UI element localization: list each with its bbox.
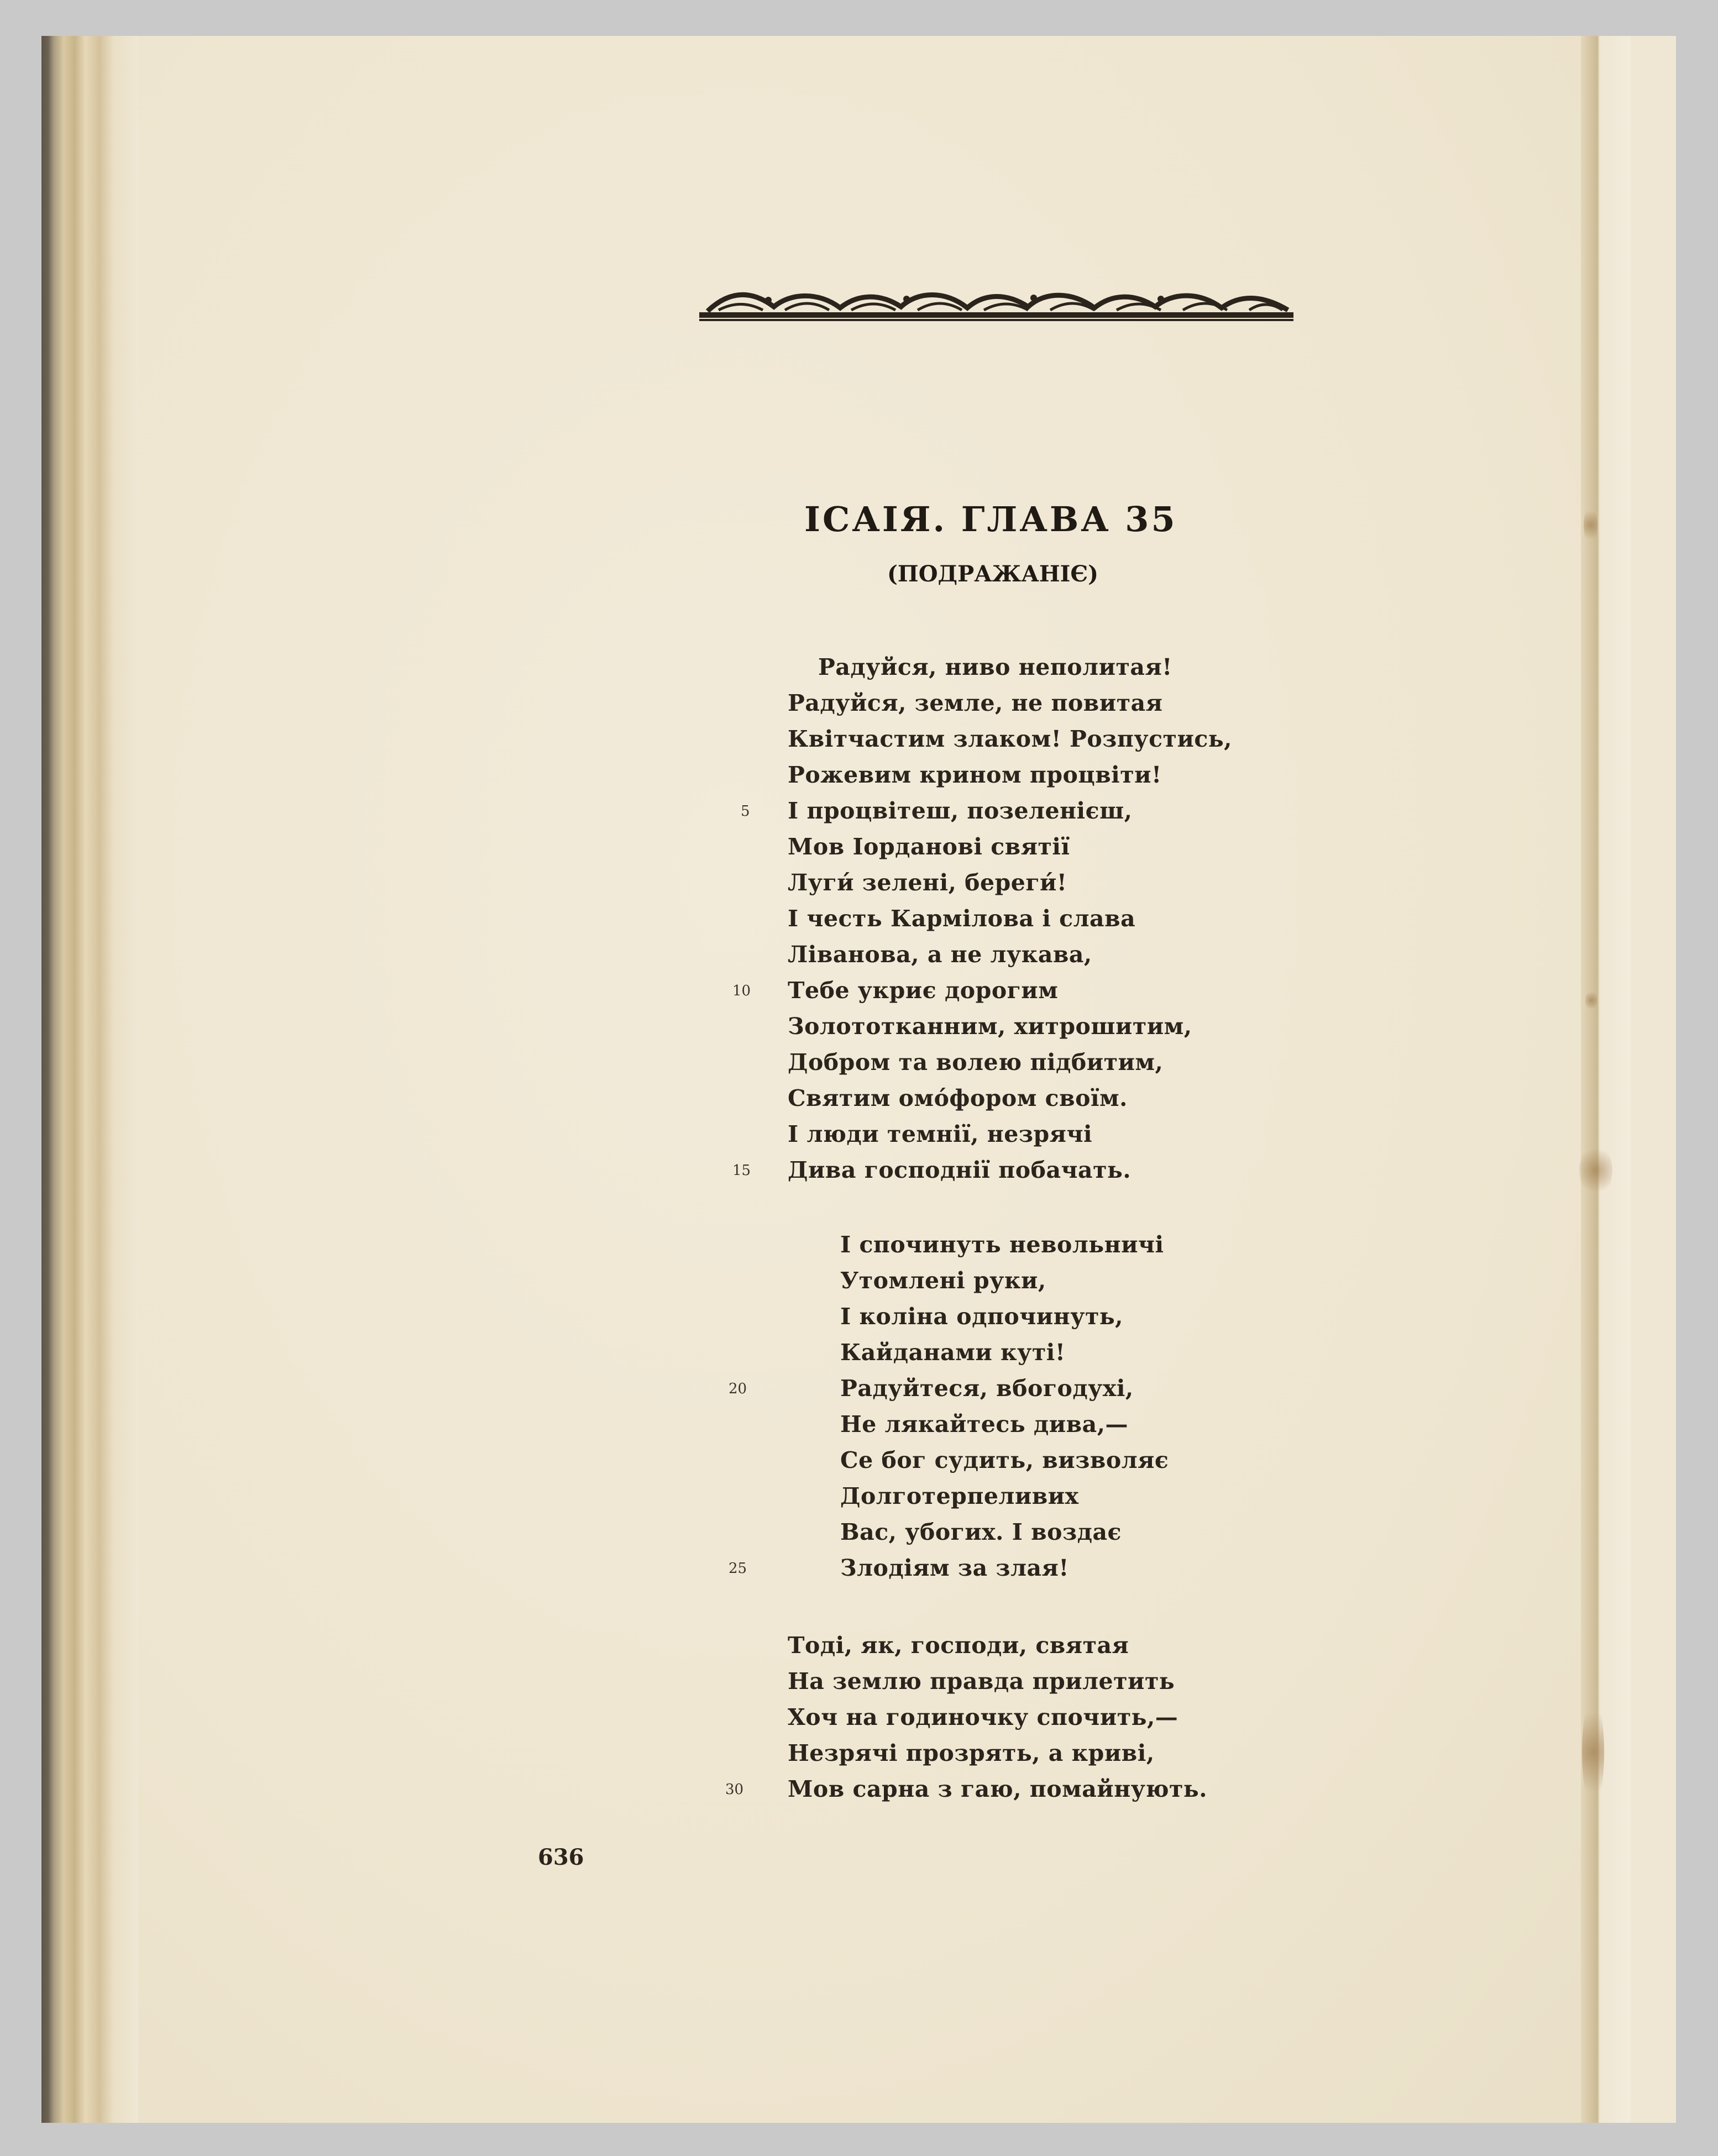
line-number: 30 [725, 1781, 744, 1798]
poem-title: ІСАІЯ. ГЛАВА 35 [804, 499, 1177, 539]
line-number: 15 [732, 1162, 751, 1179]
verse-line: І спочинуть невольничі [840, 1231, 1164, 1258]
verse-line: Утомлені руки, [840, 1267, 1046, 1294]
paper-stain [1582, 1697, 1604, 1807]
verse-line: На землю правда прилетить [788, 1668, 1175, 1695]
verse-line: Тебе укриє дорогим [788, 977, 1059, 1004]
verse-line: Незрячі прозрять, а криві, [788, 1740, 1155, 1766]
verse-line: Долготерпеливих [840, 1483, 1079, 1509]
verse-line: І коліна одпочинуть, [840, 1303, 1123, 1330]
verse-line: Квітчастим злаком! Розпустись, [788, 726, 1232, 752]
scanned-page [41, 36, 1676, 2123]
verse-line: Се бог судить, визволяє [840, 1447, 1169, 1473]
line-number: 20 [729, 1381, 747, 1397]
verse-line: Радуйся, ниво неполитая! [818, 654, 1172, 680]
verse-line: Кайданами куті! [840, 1339, 1066, 1366]
page-number: 636 [538, 1844, 584, 1870]
line-number: 25 [729, 1560, 747, 1577]
page-surface [138, 36, 1631, 2123]
verse-line: Вас, убогих. І воздає [840, 1519, 1122, 1545]
verse-line: Радуйся, земле, не повитая [788, 690, 1163, 716]
paper-stain [1579, 1144, 1612, 1197]
verse-line: Радуйтеся, вбогодухі, [840, 1375, 1134, 1402]
verse-line: Мов Іорданові святії [788, 833, 1070, 860]
poem-subtitle: (ПОДРАЖАНІЄ) [887, 561, 1099, 587]
decorative-ornament-icon [696, 279, 1296, 326]
verse-line: І процвітеш, позеленієш, [788, 798, 1133, 824]
verse-line: Золототканним, хитрошитим, [788, 1013, 1192, 1040]
line-number: 10 [732, 983, 751, 999]
verse-line: Тоді, як, господи, святая [788, 1632, 1129, 1659]
verse-line: Добром та волею підбитим, [788, 1049, 1164, 1076]
verse-line: І люди темнії, незрячі [788, 1121, 1093, 1147]
verse-line: І честь Кармілова і слава [788, 905, 1136, 932]
paper-stain [1585, 989, 1597, 1011]
verse-line: Не лякайтесь дива,— [840, 1411, 1128, 1438]
verse-line: Мов сарна з гаю, помайнують. [788, 1776, 1208, 1802]
verse-line: Хоч на годиночку спочить,— [788, 1704, 1178, 1730]
verse-line: Рожевим крином процвіти! [788, 762, 1162, 788]
page-gutter [1581, 36, 1631, 2123]
verse-line: Святим омо́фором своїм. [788, 1085, 1128, 1111]
verse-line: Дива господнії побачать. [788, 1157, 1132, 1183]
verse-line: Луги́ зелені, береги́! [788, 869, 1067, 896]
verse-line: Злодіям за злая! [840, 1555, 1069, 1581]
verse-line: Ліванова, а не лукава, [788, 941, 1092, 968]
book-spine-edge [41, 36, 138, 2123]
paper-stain [1584, 506, 1597, 544]
line-number: 5 [741, 803, 750, 820]
